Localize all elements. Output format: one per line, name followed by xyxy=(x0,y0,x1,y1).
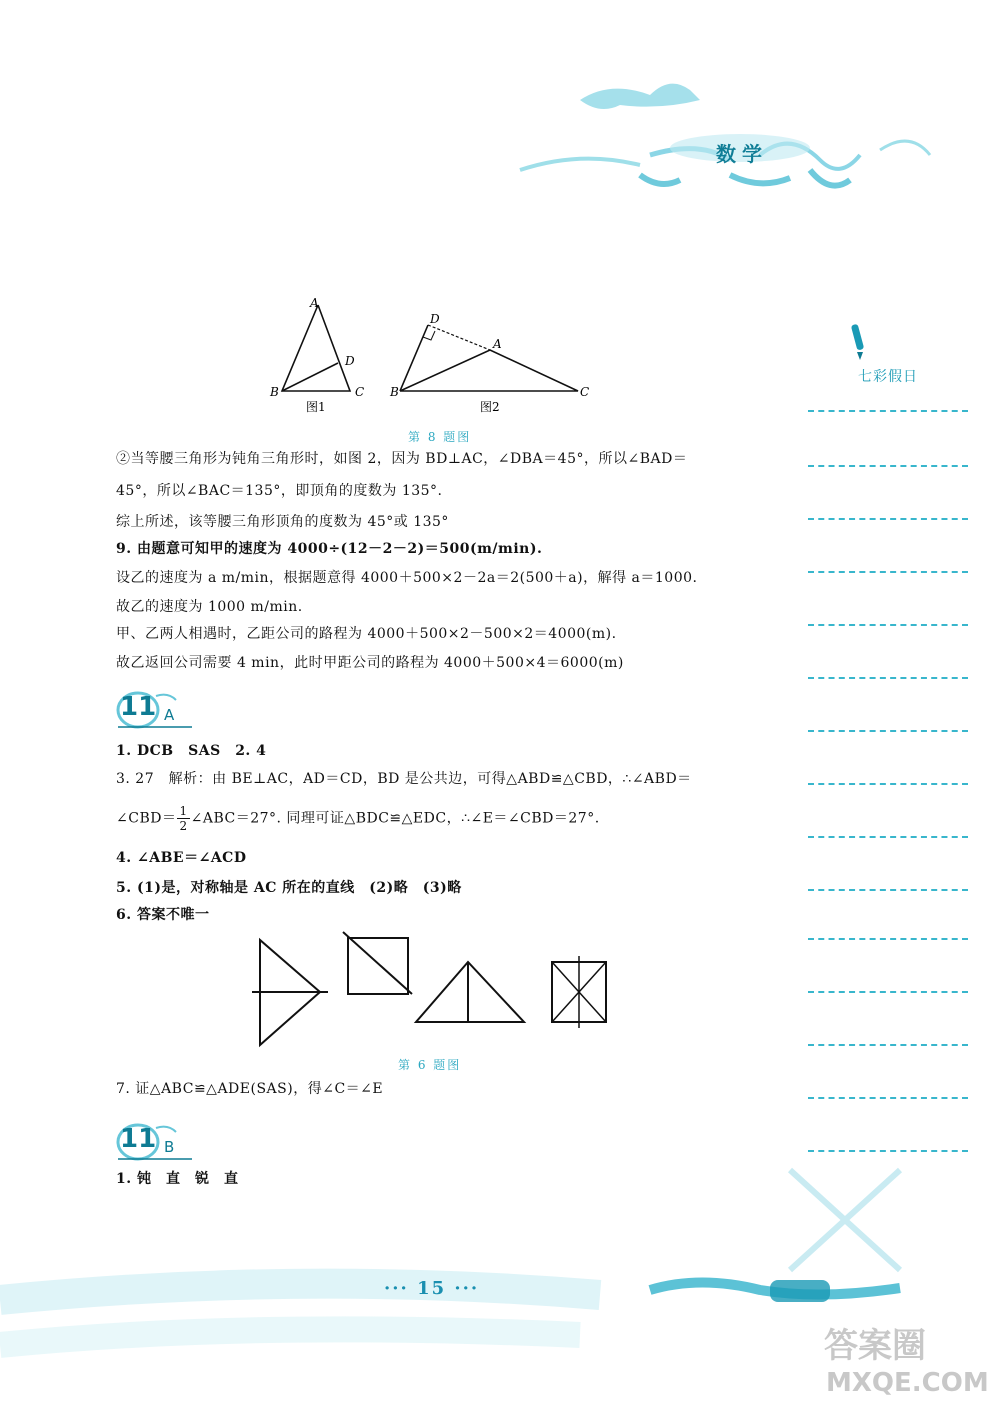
note-line xyxy=(808,991,968,993)
figure-6-shape-3 xyxy=(416,962,524,1022)
answer-line: 设乙的速度为 a m/min，根据题意得 4000＋500×2－2a＝2(500＋a)，解得 a＝1000. xyxy=(116,570,698,586)
fig2-caption: 图2 xyxy=(480,400,500,414)
answer-line: 5. (1)是，对称轴是 AC 所在的直线 (2)略 (3)略 xyxy=(116,880,462,896)
fig2-label-D: D xyxy=(430,312,440,326)
fig1-caption: 图1 xyxy=(306,400,326,414)
answer-line: 故乙的速度为 1000 m/min. xyxy=(116,599,303,615)
figure-8-caption: 第 8 题图 xyxy=(408,430,472,444)
answer-line: 4. ∠ABE＝∠ACD xyxy=(116,850,247,866)
note-line xyxy=(808,1150,968,1152)
answer-line: 综上所述，该等腰三角形顶角的度数为 45°或 135° xyxy=(116,514,449,530)
subject-title: 数学 xyxy=(716,142,768,166)
answer-line-fraction xyxy=(116,804,600,833)
note-line xyxy=(808,938,968,940)
note-line xyxy=(808,624,968,626)
section-number: 11 xyxy=(120,1124,157,1154)
page-number: ··· 15 ··· xyxy=(384,1278,480,1299)
answer-line: 1. DCB SAS 2. 4 xyxy=(116,743,267,759)
note-line xyxy=(808,1097,968,1099)
fig1-label-C: C xyxy=(355,385,365,399)
fig2-label-A: A xyxy=(493,337,502,351)
fraction-prefix: ∠CBD＝ xyxy=(116,810,177,827)
section-badge-11a xyxy=(116,690,192,730)
answer-line: 7. 证△ABC≌△ADE(SAS)，得∠C＝∠E xyxy=(116,1081,384,1097)
pen-icon xyxy=(846,322,870,362)
answer-line: ②当等腰三角形为钝角三角形时，如图 2，因为 BD⊥AC，∠DBA＝45°，所以∠BAD＝ xyxy=(116,451,688,467)
note-line xyxy=(808,730,968,732)
note-line xyxy=(808,518,968,520)
fig2-label-C: C xyxy=(580,385,590,399)
figure-6-shape-2 xyxy=(343,932,412,994)
section-badge-11b xyxy=(116,1122,192,1162)
answer-line: 故乙返回公司需要 4 min，此时甲距公司的路程为 4000＋500×4＝6000(m) xyxy=(116,655,624,671)
answer-line: 45°，所以∠BAC＝135°，即顶角的度数为 135°. xyxy=(116,483,443,499)
note-line xyxy=(808,1044,968,1046)
figure-6-caption: 第 6 题图 xyxy=(398,1058,462,1072)
figure-6-shape-4 xyxy=(552,956,606,1028)
note-line xyxy=(808,465,968,467)
note-line xyxy=(808,410,968,412)
fraction xyxy=(177,804,189,833)
figure-8-2 xyxy=(389,312,589,414)
fraction-suffix: ∠ABC＝27°. 同理可证△BDC≌△EDC，∴∠E＝∠CBD＝27°. xyxy=(190,810,600,827)
note-line xyxy=(808,783,968,785)
fraction-denominator: 2 xyxy=(179,819,188,833)
section-number: 11 xyxy=(120,692,157,722)
watermark-url: MXQE.COM xyxy=(826,1368,989,1398)
section-letter: B xyxy=(164,1138,175,1156)
figure-6-shape-1 xyxy=(252,940,328,1045)
answer-line: 6. 答案不唯一 xyxy=(116,907,210,923)
answer-line: 1. 钝 直 锐 直 xyxy=(116,1171,239,1187)
sidebar-label: 七彩假日 xyxy=(858,369,918,385)
figure-6 xyxy=(250,930,620,1050)
fig1-label-A: A xyxy=(310,296,319,310)
note-line xyxy=(808,677,968,679)
fig1-label-D: D xyxy=(345,354,355,368)
figure-8-1 xyxy=(269,296,364,414)
figure-8 xyxy=(260,295,600,420)
note-line xyxy=(808,836,968,838)
note-line xyxy=(808,889,968,891)
answer-line: 9. 由题意可知甲的速度为 4000÷(12－2－2)＝500(m/min). xyxy=(116,541,543,557)
answer-line: 3. 27 解析：由 BE⊥AC，AD＝CD，BD 是公共边，可得△ABD≌△CBD，∴∠ABD＝ xyxy=(116,771,692,787)
fig1-label-B: B xyxy=(270,385,279,399)
answer-line: 甲、乙两人相遇时，乙距公司的路程为 4000＋500×2－500×2＝4000(m). xyxy=(116,626,617,642)
fig2-label-B: B xyxy=(390,385,399,399)
fraction-numerator: 1 xyxy=(179,804,188,818)
section-letter: A xyxy=(164,706,175,724)
note-line xyxy=(808,571,968,573)
watermark-title: 答案圈 xyxy=(824,1326,926,1366)
